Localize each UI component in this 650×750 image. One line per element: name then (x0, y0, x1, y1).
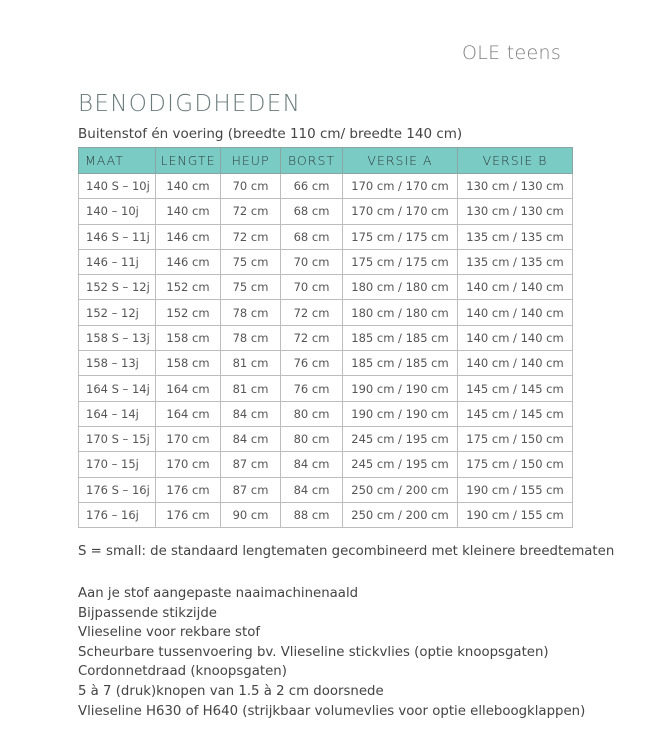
table-cell: 250 cm / 200 cm (343, 477, 458, 502)
table-cell: 80 cm (281, 426, 343, 451)
supply-item: Vlieseline voor rekbare stof (78, 625, 261, 641)
table-row (79, 199, 573, 224)
table-cell: 84 cm (281, 477, 343, 502)
table-cell: 176 cm (156, 477, 221, 502)
table-cell: 180 cm / 180 cm (343, 275, 458, 300)
fabric-caption: Buitenstof én voering (breedte 110 cm/ breedte 140 cm) (78, 126, 463, 142)
table-cell: 250 cm / 200 cm (343, 502, 458, 527)
table-cell: 170 cm / 170 cm (343, 199, 458, 224)
table-cell: 190 cm / 190 cm (343, 376, 458, 401)
table-row (79, 376, 573, 401)
size-table-container (78, 147, 572, 528)
table-cell: 164 S – 14j (79, 376, 156, 401)
table-row (79, 502, 573, 527)
table-cell: 146 – 11j (79, 249, 156, 274)
table-cell: 164 – 14j (79, 401, 156, 426)
table-cell: 72 cm (281, 300, 343, 325)
table-cell: 81 cm (221, 351, 281, 376)
supply-item: Bijpassende stikzijde (78, 605, 217, 621)
table-cell: 130 cm / 130 cm (458, 174, 573, 199)
table-cell: 140 S – 10j (79, 174, 156, 199)
table-row (79, 452, 573, 477)
column-header-versie-a: VERSIE A (343, 148, 458, 174)
table-cell: 146 cm (156, 249, 221, 274)
table-row (79, 249, 573, 274)
table-row (79, 477, 573, 502)
table-cell: 76 cm (281, 351, 343, 376)
table-cell: 245 cm / 195 cm (343, 426, 458, 451)
table-cell: 164 cm (156, 401, 221, 426)
table-cell: 72 cm (221, 199, 281, 224)
table-row (79, 300, 573, 325)
table-cell: 170 cm (156, 452, 221, 477)
supply-item: 5 à 7 (druk)knopen van 1.5 à 2 cm doorsnede (78, 683, 384, 699)
table-row (79, 401, 573, 426)
table-cell: 140 cm / 140 cm (458, 275, 573, 300)
supply-item: Vlieseline H630 of H640 (strijkbaar volumevlies voor optie elleboogklappen) (78, 703, 586, 719)
table-cell: 245 cm / 195 cm (343, 452, 458, 477)
size-note: S = small: de standaard lengtematen gecombineerd met kleinere breedtematen (78, 544, 615, 559)
table-cell: 152 S – 12j (79, 275, 156, 300)
table-cell: 176 S – 16j (79, 477, 156, 502)
table-cell: 130 cm / 130 cm (458, 199, 573, 224)
table-cell: 185 cm / 185 cm (343, 325, 458, 350)
table-cell: 87 cm (221, 477, 281, 502)
table-cell: 84 cm (221, 426, 281, 451)
section-title: BENODIGDHEDEN (78, 91, 302, 117)
table-cell: 176 cm (156, 502, 221, 527)
table-cell: 145 cm / 145 cm (458, 376, 573, 401)
table-row (79, 275, 573, 300)
table-cell: 146 S – 11j (79, 224, 156, 249)
table-cell: 76 cm (281, 376, 343, 401)
table-cell: 164 cm (156, 376, 221, 401)
table-cell: 158 – 13j (79, 351, 156, 376)
table-cell: 180 cm / 180 cm (343, 300, 458, 325)
table-cell: 80 cm (281, 401, 343, 426)
table-cell: 140 cm (156, 174, 221, 199)
column-header-heup: HEUP (221, 148, 281, 174)
table-cell: 140 – 10j (79, 199, 156, 224)
table-cell: 75 cm (221, 249, 281, 274)
table-cell: 88 cm (281, 502, 343, 527)
table-row (79, 325, 573, 350)
table-cell: 170 cm (156, 426, 221, 451)
table-cell: 185 cm / 185 cm (343, 351, 458, 376)
table-cell: 140 cm (156, 199, 221, 224)
table-cell: 135 cm / 135 cm (458, 224, 573, 249)
table-cell: 140 cm / 140 cm (458, 351, 573, 376)
table-cell: 84 cm (281, 452, 343, 477)
table-cell: 78 cm (221, 300, 281, 325)
table-cell: 84 cm (221, 401, 281, 426)
supply-item: Aan je stof aangepaste naaimachinenaald (78, 586, 359, 601)
table-cell: 81 cm (221, 376, 281, 401)
table-cell: 140 cm / 140 cm (458, 300, 573, 325)
table-cell: 176 – 16j (79, 502, 156, 527)
supply-item: Scheurbare tussenvoering bv. Vlieseline stickvlies (optie knoopsgaten) (78, 644, 549, 660)
column-header-borst: BORST (281, 148, 343, 174)
table-header-row (79, 148, 573, 174)
table-cell: 145 cm / 145 cm (458, 401, 573, 426)
table-cell: 175 cm / 150 cm (458, 426, 573, 451)
table-cell: 70 cm (281, 275, 343, 300)
table-cell: 175 cm / 150 cm (458, 452, 573, 477)
table-cell: 170 – 15j (79, 452, 156, 477)
table-cell: 68 cm (281, 199, 343, 224)
table-cell: 158 cm (156, 351, 221, 376)
table-row (79, 224, 573, 249)
table-cell: 170 cm / 170 cm (343, 174, 458, 199)
table-cell: 190 cm / 155 cm (458, 502, 573, 527)
column-header-versie-b: VERSIE B (458, 148, 573, 174)
table-cell: 87 cm (221, 452, 281, 477)
table-row (79, 351, 573, 376)
table-cell: 190 cm / 190 cm (343, 401, 458, 426)
column-header-maat: MAAT (79, 148, 156, 174)
table-cell: 175 cm / 175 cm (343, 249, 458, 274)
column-header-lengte: LENGTE (156, 148, 221, 174)
size-table (78, 147, 573, 528)
table-cell: 175 cm / 175 cm (343, 224, 458, 249)
table-cell: 140 cm / 140 cm (458, 325, 573, 350)
supply-item: Cordonnetdraad (knoopsgaten) (78, 664, 287, 680)
table-row (79, 174, 573, 199)
table-cell: 146 cm (156, 224, 221, 249)
table-cell: 158 cm (156, 325, 221, 350)
table-cell: 72 cm (221, 224, 281, 249)
table-cell: 70 cm (221, 174, 281, 199)
table-row (79, 426, 573, 451)
table-body (79, 174, 573, 528)
table-cell: 190 cm / 155 cm (458, 477, 573, 502)
table-cell: 170 S – 15j (79, 426, 156, 451)
supplies-list (78, 584, 585, 721)
table-cell: 78 cm (221, 325, 281, 350)
table-cell: 72 cm (281, 325, 343, 350)
table-cell: 158 S – 13j (79, 325, 156, 350)
table-cell: 68 cm (281, 224, 343, 249)
table-cell: 90 cm (221, 502, 281, 527)
table-cell: 152 – 12j (79, 300, 156, 325)
table-cell: 70 cm (281, 249, 343, 274)
table-cell: 135 cm / 135 cm (458, 249, 573, 274)
table-cell: 75 cm (221, 275, 281, 300)
table-cell: 152 cm (156, 300, 221, 325)
table-cell: 66 cm (281, 174, 343, 199)
brand-title: OLE teens (462, 42, 562, 64)
table-cell: 152 cm (156, 275, 221, 300)
